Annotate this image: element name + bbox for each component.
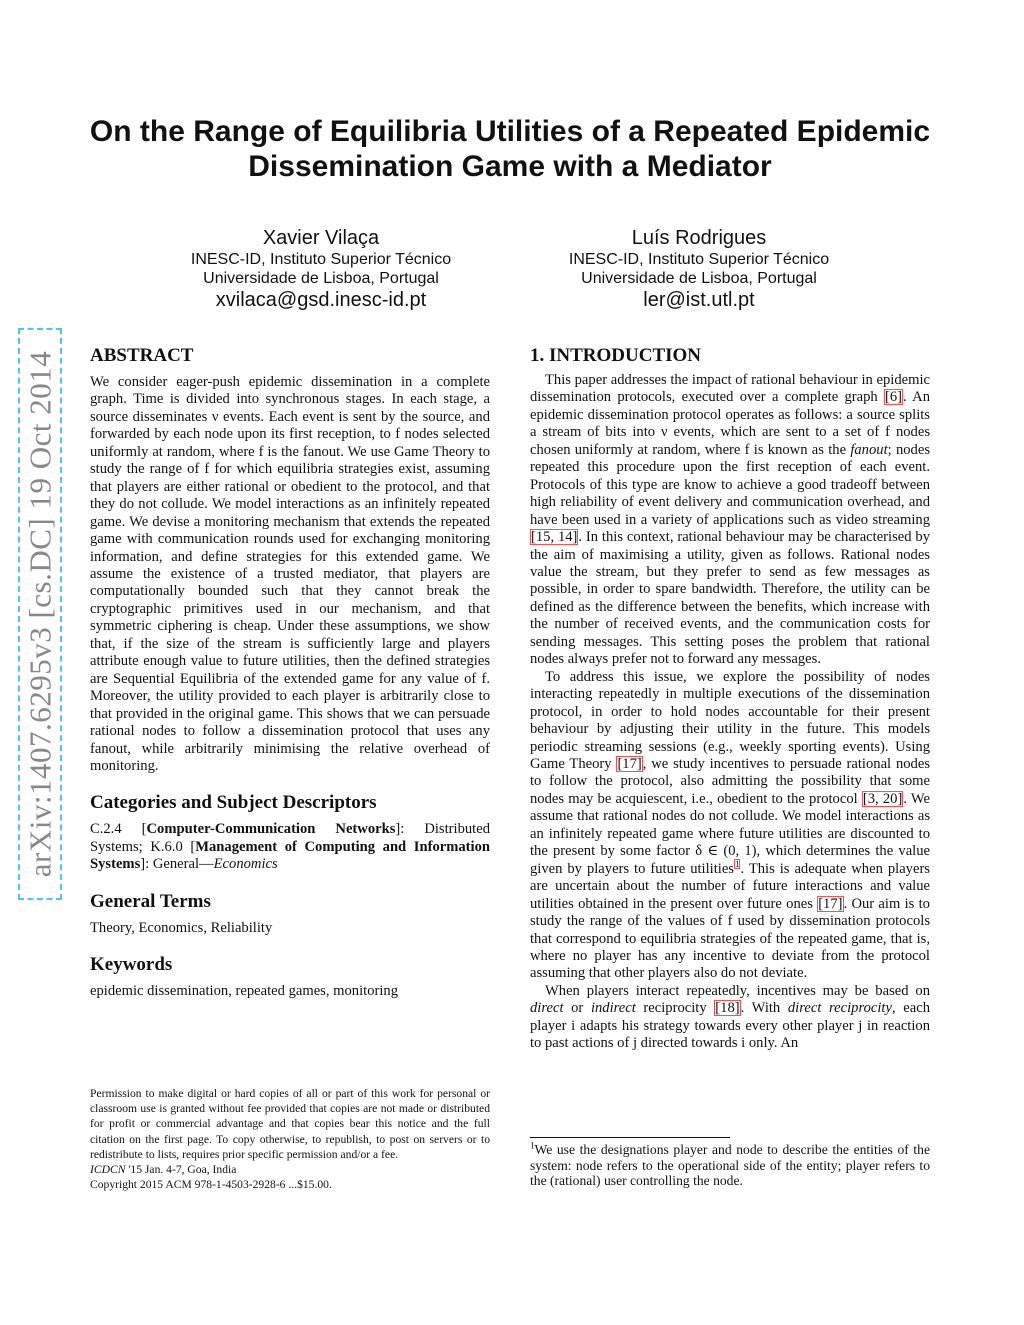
keywords-heading: Keywords	[90, 954, 173, 976]
intro-paragraph-3: When players interact repeatedly, incentives may be based on direct or indirect reciprocity [18]. With direct reciprocity, each player i adapts his strategy towards every other player j in reaction to past actions of j directed towards i only. An	[530, 982, 930, 1052]
permission-text: Permission to make digital or hard copies of all or part of this work for personal or classroom use is granted without fee provided that copies are not made or distributed for profit or commercial advantage and that copies bear this notice and the full citation on the first page. To copy otherwise, to republish, to post on servers or to redistribute to lists, requires prior specific permission and/or a fee.	[90, 1087, 490, 1161]
copyright-line: Copyright 2015 ACM 978-1-4503-2928-6 ...$15.00.	[90, 1178, 332, 1192]
author-affiliation: INESC-ID, Instituto Superior Técnico	[568, 251, 830, 268]
general-terms-heading: General Terms	[90, 890, 211, 912]
citation-link[interactable]: [15, 14]	[531, 529, 578, 546]
author-affiliation: INESC-ID, Instituto Superior Técnico	[190, 251, 452, 268]
footnote-text: We use the designations player and node to describe the entities of the system: node refers to the operational side of the entity; player refers to the (rational) user controlling the node.	[530, 1142, 930, 1188]
introduction-heading: 1. INTRODUCTION	[530, 345, 702, 366]
citation-link[interactable]: [6]	[885, 389, 903, 406]
arxiv-stamp	[18, 328, 62, 900]
footnote-divider	[530, 1137, 730, 1138]
author-name: Luís Rodrigues	[631, 227, 767, 249]
footnote-link[interactable]: 1	[734, 858, 740, 869]
intro-paragraph-1: This paper addresses the impact of rational behaviour in epidemic dissemination protocols, executed over a complete graph [6]. An epidemic dissemination protocol operates as follows: a source splits a stream of bits into ν events, which are sent to a set of f nodes chosen uniformly at random, where f is known as the fanout; nodes repeated this procedure upon the first reception of each event. Protocols of this type are know to achieve a good tradeoff between high reliability of event delivery and communication overhead, and have been used in a variety of applications such as video streaming [15, 14]. In this context, rational behaviour may be characterised by the aim of maximising a utility, given as follows. Rational nodes value the stream, but they prefer to send as few messages as possible, in order to spare bandwidth. Therefore, the utility can be defined as the difference between the benefits, which increase with the number of received events, and the communication costs for sending messages. This setting poses the problem that rational nodes always prefer not to forward any messages.	[530, 372, 930, 668]
keywords-text: epidemic dissemination, repeated games, monitoring	[90, 983, 399, 1000]
citation-link[interactable]: [17]	[617, 755, 642, 772]
general-terms-text: Theory, Economics, Reliability	[90, 919, 273, 936]
categories-heading: Categories and Subject Descriptors	[90, 792, 377, 814]
abstract-text: We consider eager-push epidemic dissemination in a complete graph. Time is divided into synchronous stages. In each stage, a source disseminates ν events. Each event is sent by the source, and forwarded by each node upon its first reception, to f nodes selected uniformly at random, where f is the fanout. We use Game Theory to study the range of f for which equilibria strategies exist, assuming that players are either rational or obedient to the protocol, and that they do not collude. We model interactions as an infinitely repeated game. We devise a monitoring mechanism that extends the repeated game with communication rounds used for exchanging monitoring information, and define strategies for this extended game. We assume the existence of a trusted mediator, that players are computationally bounded such that they cannot break the cryptographic primitives used in our mechanism, and that symmetric ciphering is cheap. Under these assumptions, we show that, if the size of the stream is sufficiently large and players attribute enough value to future utilities, then the defined strategies are Sequential Equilibria of the extended game for any value of f. Moreover, the utility provided to each player is arbitrarily close to that provided in the original game. This shows that we can persuade rational nodes to follow a dissemination protocol that uses any fanout, while arbitrarily minimising the relative overhead of monitoring.	[90, 374, 490, 774]
permission-notice	[90, 1086, 490, 1192]
categories-text: C.2.4 [Computer-Communication Networks]: Distributed Systems; K.6.0 [Management of Computing and Information Systems]: General—Economics	[90, 821, 491, 873]
author-affiliation: Universidade de Lisboa, Portugal	[203, 270, 439, 287]
author-block-2	[519, 226, 879, 312]
arxiv-identifier: arXiv:1407.6295v3 [cs.DC] 19 Oct 2014	[22, 350, 57, 878]
footnote-mark: 1	[530, 1140, 535, 1151]
abstract-heading: ABSTRACT	[90, 345, 194, 366]
author-email: ler@ist.utl.pt	[643, 289, 755, 311]
intro-paragraph-2: To address this issue, we explore the possibility of nodes interacting repeatedly in multiple executions of the dissemination protocol, in order to hold nodes accountable for their present behaviour by adjusting their utility in the future. This models periodic streaming sessions (e.g., weekly sporting events). Using Game Theory [17], we study incentives to persuade rational nodes to follow the protocol, also admitting the possibility that some nodes may be acquiescent, i.e., obedient to the protocol [3, 20]. We assume that rational nodes do not collude. We model interactions as an infinitely repeated game where future utilities are discounted to the present by some factor δ ∈ (0, 1), which determines the value given by players to future utilities$^1$. This is adequate when players are uncertain about the number of future interactions and value utilities obtained in the present over future ones [17]. Our aim is to study the range of the values of f used by dissemination protocols that correspond to equilibria strategies of the repeated game, that is, where no player has any incentive to deviate from the protocol assuming that other players also do not deviate.	[530, 668, 931, 982]
left-column	[90, 344, 490, 1001]
footnote	[530, 1142, 930, 1189]
citation-link[interactable]: [18]	[715, 1000, 740, 1017]
right-column	[530, 344, 930, 1053]
author-block-1	[141, 226, 501, 312]
paper-title: On the Range of Equilibria Utilities of a Repeated Epidemic Dissemination Game with a Mediator	[89, 115, 931, 183]
citation-link[interactable]: [17]	[818, 895, 843, 912]
author-name: Xavier Vilaça	[262, 227, 380, 249]
conference-venue: ICDCN '15 Jan. 4-7, Goa, India	[90, 1163, 237, 1177]
citation-link[interactable]: [3, 20]	[862, 790, 903, 807]
author-email: xvilaca@gsd.inesc-id.pt	[215, 289, 427, 311]
author-affiliation: Universidade de Lisboa, Portugal	[581, 270, 817, 287]
